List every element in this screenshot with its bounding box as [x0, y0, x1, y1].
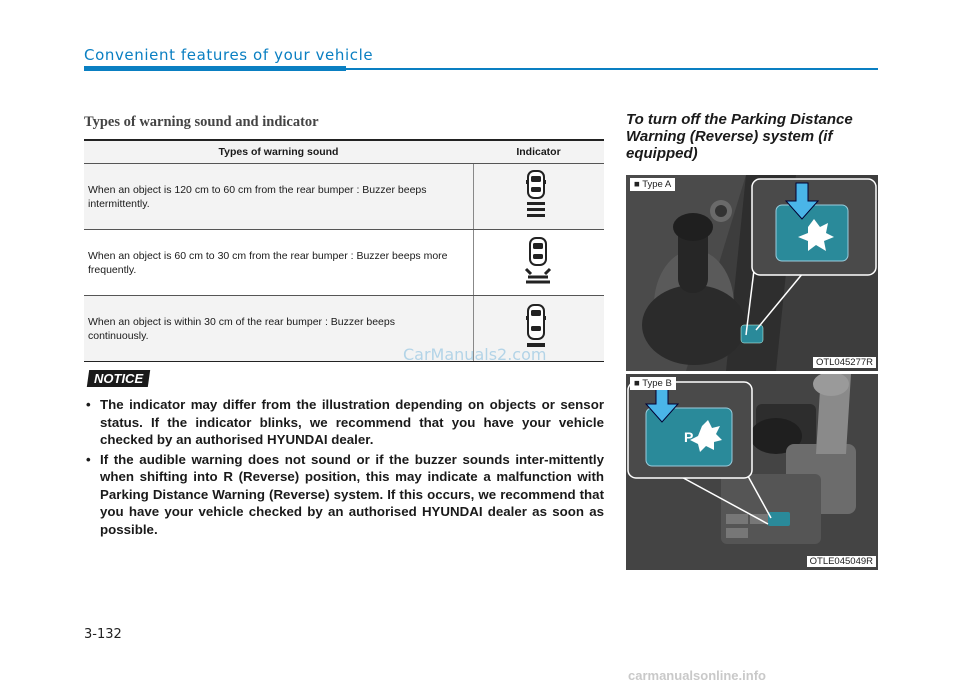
notice-list [84, 396, 604, 540]
header-bar [84, 66, 346, 71]
page-number: 3-132 [84, 627, 122, 642]
warning-sound-description: When an object is 120 cm to 60 cm from the rear bumper : Buzzer beeps intermittently. [84, 164, 473, 230]
parking-button-label: P [684, 429, 694, 445]
watermark-text: CarManuals2.com [403, 345, 547, 364]
footer-site-link[interactable]: carmanualsonline.info [628, 668, 766, 683]
table-row [84, 230, 604, 296]
warning-sound-description: When an object is within 30 cm of the rear bumper : Buzzer beeps continuously. [84, 296, 473, 362]
figure-type-b [626, 374, 878, 570]
notice-label: NOTICE [87, 370, 151, 387]
indicator-cell [473, 230, 604, 296]
figure-code: OTL045277R [813, 357, 876, 368]
figure-type-a [626, 175, 878, 371]
right-heading: To turn off the Parking Distance Warning (Reverse) system (if equipped) [626, 111, 853, 162]
console-photo-type-a [626, 175, 878, 371]
column-header-sound: Types of warning sound [84, 140, 473, 164]
figure-type-label: ■ Type A [630, 178, 675, 191]
warning-sound-description: When an object is 60 cm to 30 cm from the rear bumper : Buzzer beeps more frequently. [84, 230, 473, 296]
car-rear-sensor-far-icon [524, 170, 548, 220]
car-rear-sensor-near-icon [524, 304, 548, 350]
warning-sound-table [84, 139, 604, 362]
figure-type-label: ■ Type B [630, 377, 676, 390]
column-header-indicator: Indicator [473, 140, 604, 164]
table-row [84, 164, 604, 230]
figure-code: OTLE045049R [807, 556, 876, 567]
car-rear-sensor-mid-icon [524, 237, 552, 285]
table-header-row [84, 140, 604, 164]
notice-item: • The indicator may differ from the illustration depending on objects or sensor status. If the indicator blinks, we recommend that you have your vehicle checked by an authorised HYUNDAI dealer. [84, 396, 604, 449]
console-photo-type-b [626, 374, 878, 570]
header-rule [346, 68, 878, 70]
notice-item: • If the audible warning does not sound or if the buzzer sounds inter-mittently when shifting into R (Reverse) position, this may indicate a malfunction with Parking Distance Warning (Reverse) system. If this occurs, we recommend that you have your vehicle checked by an authorised HYUNDAI dealer as soon as possible. [84, 451, 604, 539]
indicator-cell [473, 164, 604, 230]
header-title: Convenient features of your vehicle [84, 46, 374, 64]
section-heading: Types of warning sound and indicator [84, 114, 319, 130]
